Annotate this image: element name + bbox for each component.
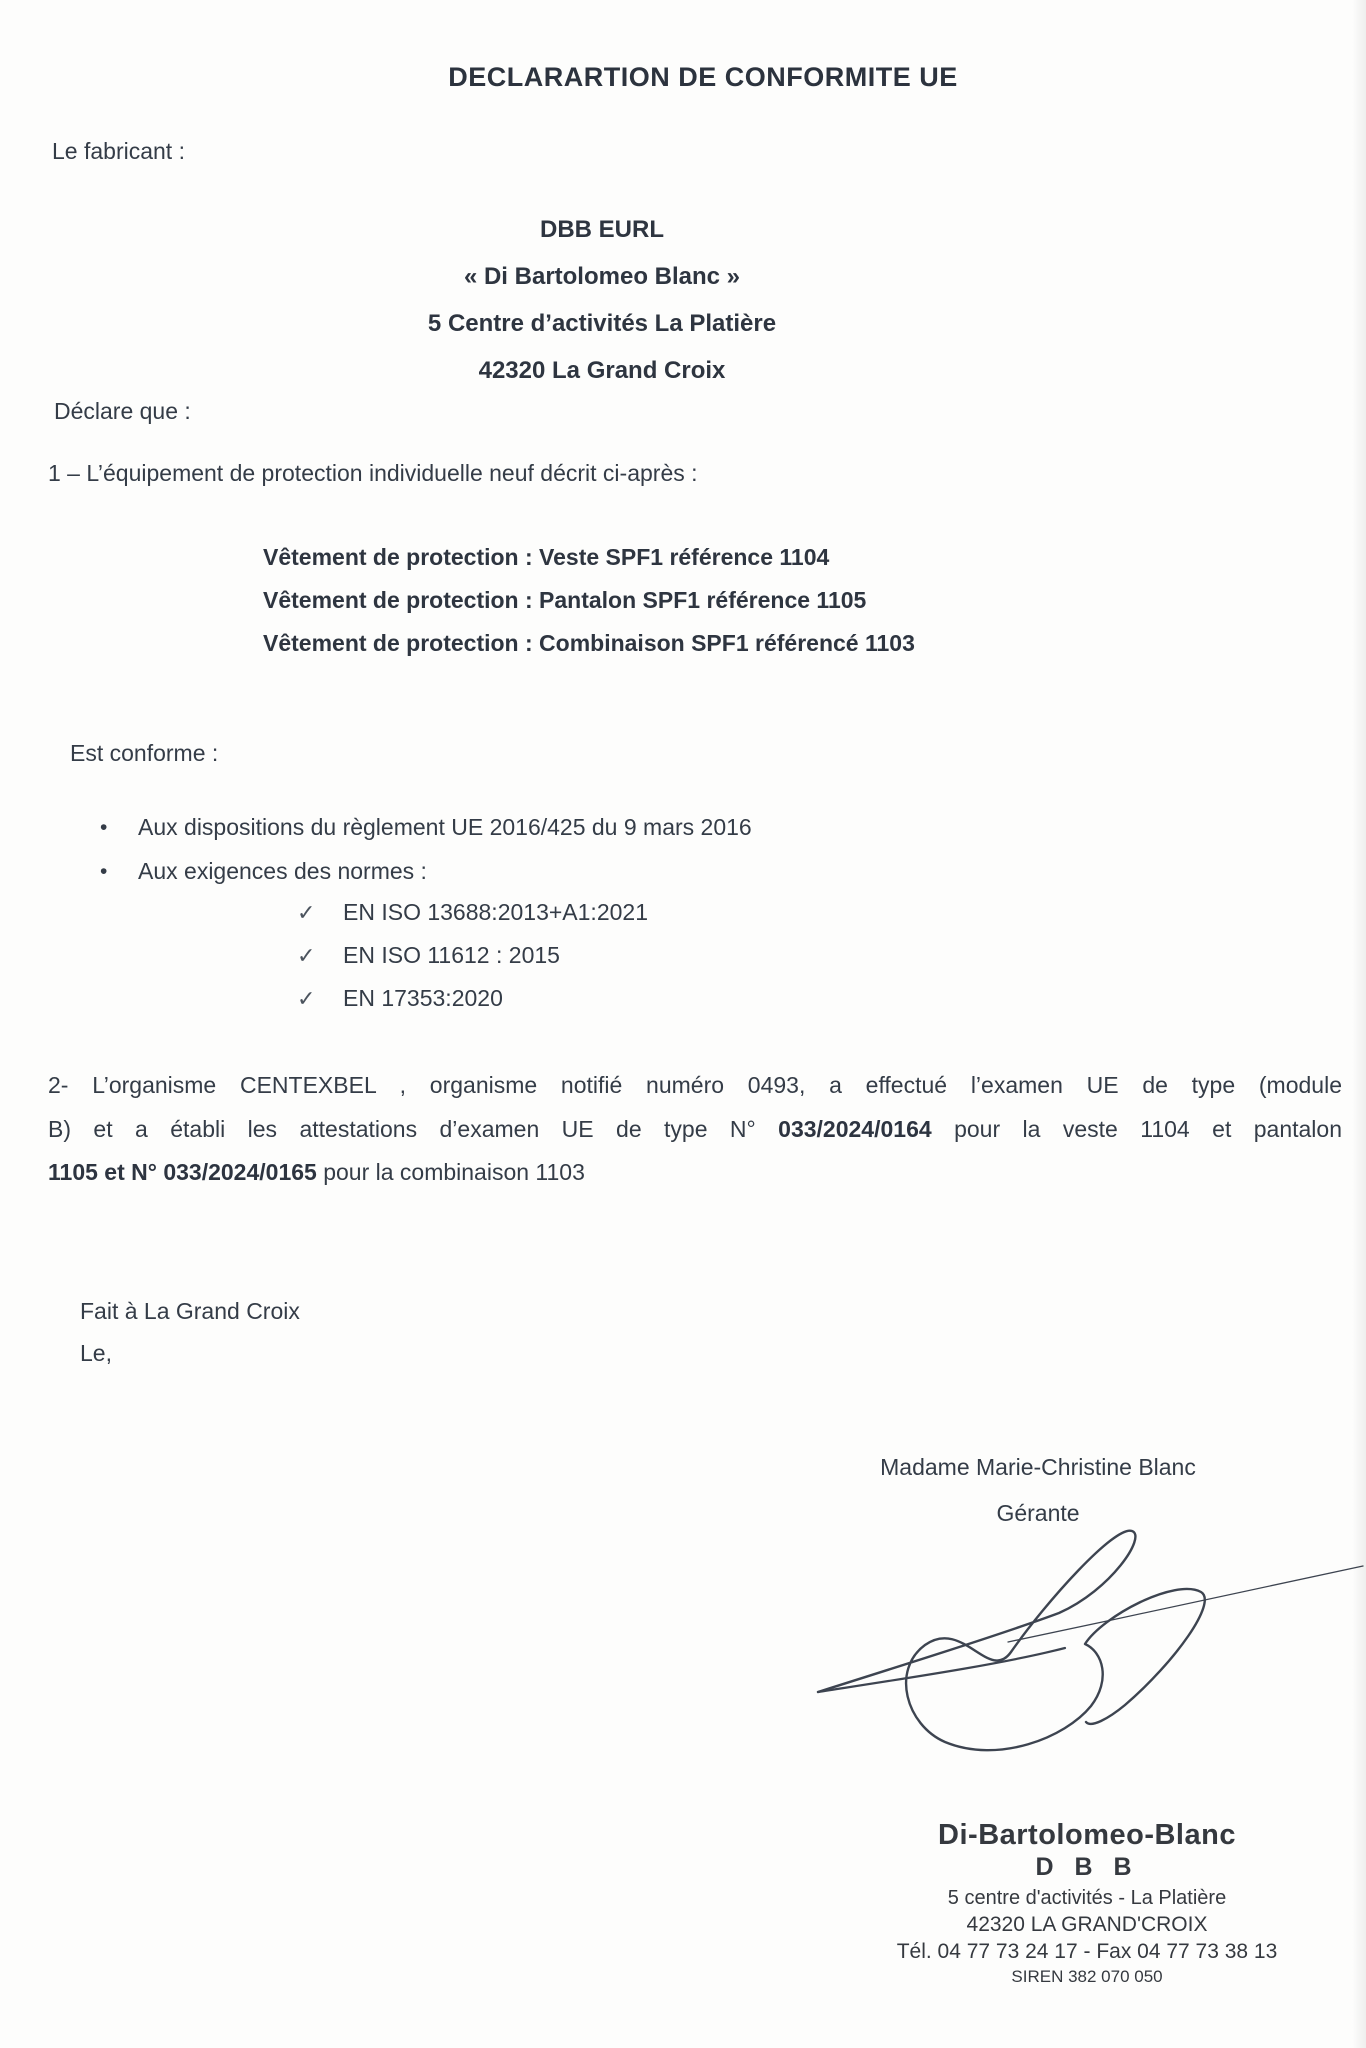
item1-intro: 1 – L’équipement de protection individuelle neuf décrit ci-après : (48, 460, 698, 486)
bullet-icon: • (100, 816, 108, 839)
manufacturer-name: DBB EURL (540, 216, 664, 243)
stamp-phone-fax: Tél. 04 77 73 24 17 - Fax 04 77 73 38 13 (896, 1940, 1278, 1963)
product-line: Vêtement de protection : Pantalon SPF1 référence 1105 (263, 587, 867, 613)
paragraph-line: B) et a établi les attestations d’examen UE de type N° 033/2024/0164 pour la veste 1104 et pantalon (48, 1115, 1342, 1142)
declares-label: Déclare que : (54, 398, 191, 424)
product-list (263, 536, 915, 665)
bullet-icon: • (100, 859, 108, 883)
bullet-text: Aux exigences des normes : (138, 857, 427, 884)
manufacturer-address-2: 42320 La Grand Croix (478, 357, 726, 384)
standard-text: EN ISO 13688:2013+A1:2021 (343, 899, 648, 925)
conformity-bullet-list (100, 806, 752, 893)
bullet-item (100, 850, 752, 894)
manufacturer-label: Le fabricant : (52, 138, 185, 164)
manufacturer-brand: « Di Bartolomeo Blanc » (463, 263, 741, 290)
signature-image (803, 1520, 1366, 1758)
stamp-siren: SIREN 382 070 050 (1011, 1967, 1163, 1986)
closing-date-label: Le, (80, 1340, 112, 1366)
manufacturer-address-1: 5 Centre d’activités La Platière (427, 310, 777, 337)
bullet-text: Aux dispositions du règlement UE 2016/425 du 9 mars 2016 (138, 814, 752, 840)
closing-block (80, 1290, 300, 1374)
standard-item (297, 977, 648, 1020)
signatory-name: Madame Marie-Christine Blanc (880, 1454, 1196, 1480)
standard-text: EN ISO 11612 : 2015 (343, 942, 560, 968)
paragraph-line: 2- L’organisme CENTEXBEL , organisme notifié numéro 0493, a effectué l’examen UE de type (module (48, 1072, 1342, 1098)
signatory-title: Gérante (996, 1500, 1080, 1526)
standard-text: EN 17353:2020 (343, 985, 503, 1011)
checkmark-icon: ✓ (297, 943, 316, 968)
checkmark-icon: ✓ (297, 986, 316, 1011)
stamp-address-1: 5 centre d'activités - La Platière (947, 1887, 1227, 1909)
product-line: Vêtement de protection : Veste SPF1 référence 1104 (263, 544, 830, 570)
manufacturer-block (0, 206, 1204, 394)
checkmark-icon: ✓ (297, 900, 316, 925)
paragraph-line: 1105 et N° 033/2024/0165 pour la combinaison 1103 (48, 1159, 585, 1185)
standard-item (297, 891, 648, 934)
stamp-abbreviation: D B B (1035, 1853, 1139, 1881)
standard-item (297, 934, 648, 977)
conforms-label: Est conforme : (70, 740, 219, 766)
bullet-item (100, 806, 752, 850)
closing-place: Fait à La Grand Croix (80, 1298, 300, 1324)
stamp-company-name: Di-Bartolomeo-Blanc (938, 1819, 1236, 1851)
standards-list (297, 891, 648, 1020)
product-line: Vêtement de protection : Combinaison SPF1 référencé 1103 (263, 630, 915, 656)
document-title: DECLARARTION DE CONFORMITE UE (448, 62, 958, 92)
company-stamp (886, 1818, 1288, 1989)
notified-body-paragraph (48, 1064, 1342, 1195)
stamp-address-2: 42320 LA GRAND'CROIX (966, 1913, 1208, 1936)
